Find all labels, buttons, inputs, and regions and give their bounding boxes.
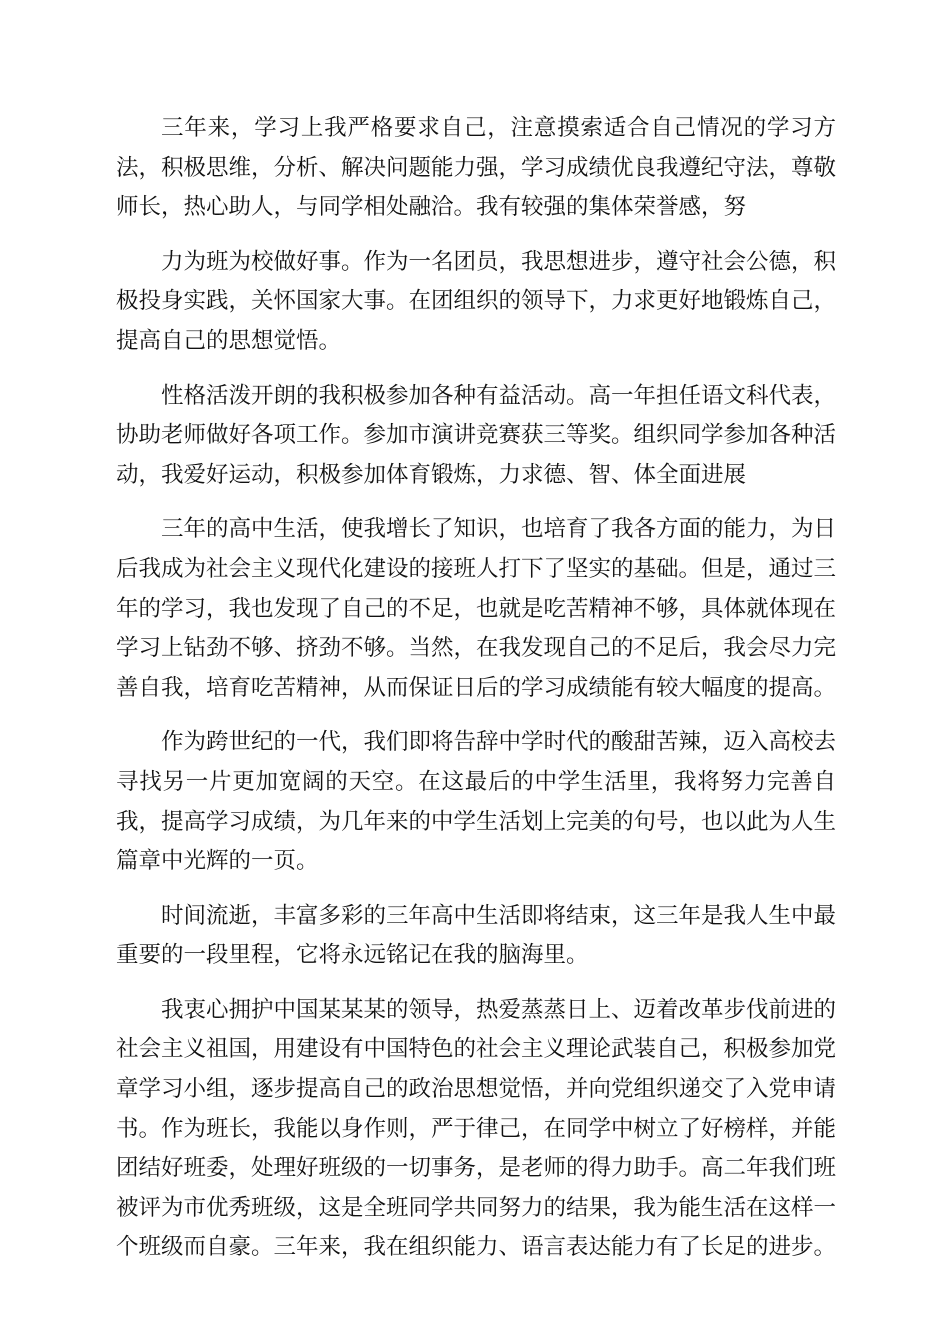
paragraph-3: 性格活泼开朗的我积极参加各种有益活动。高一年担任语文科代表，协助老师做好各项工作。参加市演讲竞赛获三等奖。组织同学参加各种活动，我爱好运动，积极参加体育锻炼，力求德、智、体全面进展 <box>116 382 837 488</box>
paragraph-6: 时间流逝，丰富多彩的三年高中生活即将结束，这三年是我人生中最重要的一段里程，它将永远铭记在我的脑海里。 <box>116 902 837 969</box>
paragraph-5: 作为跨世纪的一代，我们即将告辞中学时代的酸甜苦辣，迈入高校去寻找另一片更加宽阔的天空。在这最后的中学生活里，我将努力完善自我，提高学习成绩，为几年来的中学生活划上完美的句号，也以此为人生篇章中光辉的一页。 <box>116 729 837 875</box>
paragraph-2: 力为班为校做好事。作为一名团员，我思想进步，遵守社会公德，积极投身实践，关怀国家大事。在团组织的领导下，力求更好地锻炼自己，提高自己的思想觉悟。 <box>116 248 837 354</box>
document-body <box>116 109 836 1283</box>
paragraph-4: 三年的高中生活，使我增长了知识，也培育了我各方面的能力，为日后我成为社会主义现代化建设的接班人打下了坚实的基础。但是，通过三年的学习，我也发现了自己的不足，也就是吃苦精神不够，具体就体现在学习上钻劲不够、挤劲不够。当然，在我发现自己的不足后，我会尽力完善自我，培育吃苦精神，从而保证日后的学习成绩能有较大幅度的提高。 <box>116 516 837 701</box>
paragraph-7: 我衷心拥护中国某某某的领导，热爱蒸蒸日上、迈着改革步伐前进的社会主义祖国，用建设有中国特色的社会主义理论武装自己，积极参加党章学习小组，逐步提高自己的政治思想觉悟，并向党组织递交了入党申请书。作为班长，我能以身作则，严于律己，在同学中树立了好榜样，并能团结好班委，处理好班级的一切事务，是老师的得力助手。高二年我们班被评为市优秀班级，这是全班同学共同努力的结果，我为能生活在这样一个班级而自豪。三年来，我在组织能力、语言表达能力有了长足的进步。 <box>116 996 837 1261</box>
paragraph-1: 三年来，学习上我严格要求自己，注意摸索适合自己情况的学习方法，积极思维，分析、解决问题能力强，学习成绩优良我遵纪守法，尊敬师长，热心助人，与同学相处融洽。我有较强的集体荣誉感，努 <box>116 115 837 221</box>
